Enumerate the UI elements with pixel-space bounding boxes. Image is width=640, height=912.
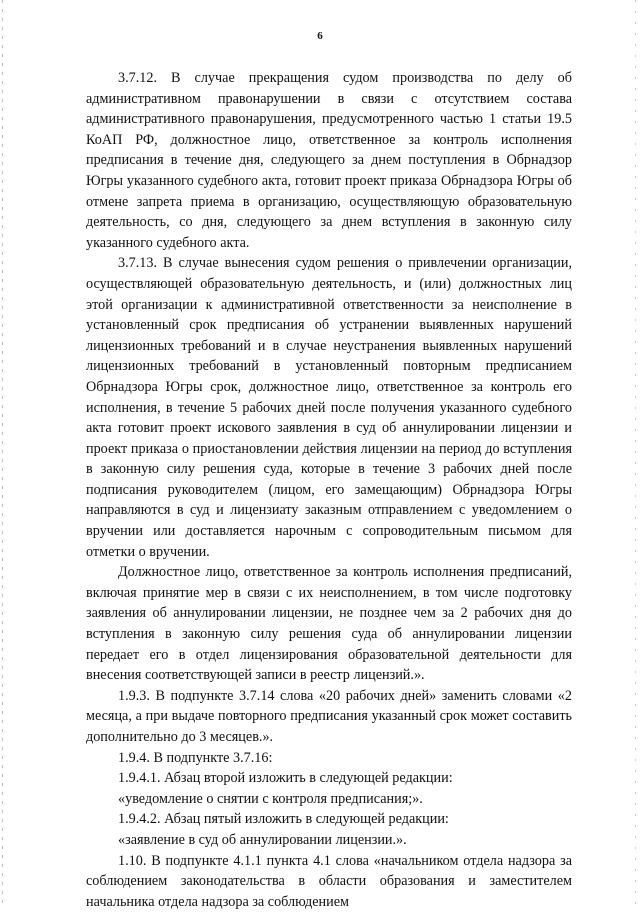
- paragraph-1-9-4: 1.9.4. В подпункте 3.7.16:: [118, 749, 273, 766]
- paragraph-notification-quote: «уведомление о снятии с контроля предписания;».: [118, 790, 423, 807]
- paragraph-3-7-12: 3.7.12. В случае прекращения судом производства по делу об административном правонарушении в связи с отсутствием состава административного правонарушения, предусмотренного частью 1 статьи 19.5 КоАП РФ, должностное лицо, ответственное за контроль исполнения предписания в течение дня, следующего за днем поступления в Обрнадзор Югры указанного судебного акта, готовит проект приказа Обрнадзора Югры об отмене запрета приема в организацию, осуществляющую образовательную деятельность, со дня, следующего за днем вступления в законную силу указанного судебного акта.: [86, 70, 572, 251]
- scan-edge-right: [635, 0, 636, 905]
- paragraph-1-9-4-1: 1.9.4.1. Абзац второй изложить в следующей редакции:: [118, 770, 453, 787]
- paragraph-1-9-4-2: 1.9.4.2. Абзац пятый изложить в следующей редакции:: [118, 811, 449, 828]
- page-number: 6: [317, 30, 323, 42]
- paragraph-3-7-13: 3.7.13. В случае вынесения судом решения о привлечении организации, осуществляющей образовательную деятельность, и (или) должностных лиц этой организации к административной ответственности за неисполнение в установленный срок предписания об устранении выявленных нарушений лицензионных требований и в случае неустранения выявленных нарушений лицензионных требований в установленный повторным предписанием Обрнадзора Югры срок, должностное лицо, ответственное за контроль его исполнения, в течение 5 рабочих дней после получения указанного судебного акта готовит проект искового заявления в суд об аннулировании лицензии и проект приказа о приостановлении действия лицензии на период до вступления в законную силу решения суда, которые в течение 3 рабочих дней после подписания руководителем (лицом, его замещающим) Обрнадзора Югры направляются в суд и лицензиату заказным отправлением с уведомлением о вручении или доставляется нарочным с сопроводительным письмом для отметки о вручении.: [86, 255, 572, 560]
- scan-edge-left: [2, 0, 3, 905]
- paragraph-1-9-3: 1.9.3. В подпункте 3.7.14 слова «20 рабочих дней» заменить словами «2 месяца, а при выдаче повторного предписания указанный срок может составить дополнительно до 3 месяцев.».: [86, 687, 572, 745]
- paragraph-responsible-official: Должностное лицо, ответственное за контроль исполнения предписаний, включая принятие мер в связи с их неисполнением, в том числе подготовку заявления об аннулировании лицензии, не позднее чем за 2 рабочих дня до вступления в законную силу решения суда об аннулировании лицензии передает его в отдел лицензирования образовательной деятельности для внесения соответствующей записи в реестр лицензий.».: [86, 564, 572, 684]
- paragraph-court-application-quote: «заявление в суд об аннулировании лицензии.».: [118, 831, 407, 848]
- document-body: [86, 68, 572, 912]
- paragraph-1-10: 1.10. В подпункте 4.1.1 пункта 4.1 слова «начальником отдела надзора за соблюдением законодательства в области образования и заместителем начальника отдела надзора за соблюдением: [86, 852, 572, 910]
